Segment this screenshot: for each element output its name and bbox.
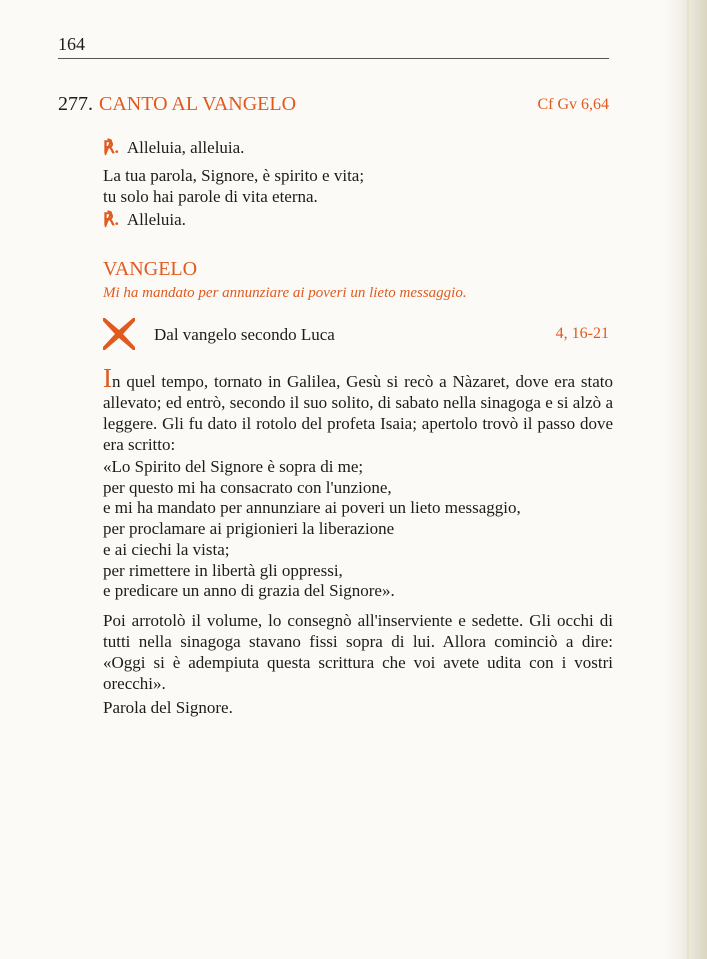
quote-line: e predicare un anno di grazia del Signore». <box>103 581 395 601</box>
response-line-2 <box>103 210 186 230</box>
section-reference: Cf Gv 6,64 <box>537 96 609 113</box>
drop-cap: I <box>103 363 112 393</box>
gospel-subtitle: Mi ha mandato per annunziare ai poveri un lieto messaggio. <box>103 285 467 301</box>
closing-acclamation: Parola del Signore. <box>103 698 233 717</box>
quote-line: per questo mi ha consacrato con l'unzione, <box>103 477 392 497</box>
paragraph-text: n quel tempo, tornato in Galilea, Gesù si recò a Nàzaret, dove era stato allevato; ed entrò, secondo il suo solito, di sabato nella sinagoga e si alzò a leggere. Gli fu dato il rotolo del profeta Isaia; apertolo trovò il passo dove era scritto: <box>103 372 613 454</box>
gospel-paragraph-2 <box>103 610 613 694</box>
gospel-reference: 4, 16-21 <box>555 325 609 342</box>
quote-line: e mi ha mandato per annunziare ai poveri un lieto messaggio, <box>103 498 521 518</box>
response-symbol: ℟. <box>103 138 119 157</box>
page-number: 164 <box>58 34 85 54</box>
quote-line: «Lo Spirito del Signore è sopra di me; <box>103 457 364 476</box>
paragraph-text: Poi arrotolò il volume, lo consegnò all'inserviente e sedette. Gli occhi di tutti nella sinagoga stavano fissi sopra di lui. Allora cominciò a dire: «Oggi si è adempiuta questa scrittura che voi avete udita con i vostri orecchi». <box>103 611 613 693</box>
page-gutter-shadow <box>665 0 707 959</box>
response-text: Alleluia. <box>126 210 186 229</box>
quote-line: per rimettere in libertà gli oppressi, <box>103 560 343 580</box>
section-title: CANTO AL VANGELO <box>99 93 297 115</box>
isaiah-quote <box>103 457 613 602</box>
acclamation-verse <box>103 165 613 207</box>
section-number: 277. <box>58 93 93 115</box>
quote-line: e ai ciechi la vista; <box>103 539 230 559</box>
page-gutter-line <box>687 0 689 959</box>
quote-line: per proclamare ai prigionieri la liberazione <box>103 519 395 539</box>
gospel-title: VANGELO <box>103 258 198 280</box>
gospel-paragraph-1 <box>103 363 613 455</box>
reading-intro: Dal vangelo secondo Luca <box>154 325 335 344</box>
header-rule <box>58 58 609 59</box>
verse-line: La tua parola, Signore, è spirito e vita; <box>103 166 365 185</box>
verse-line: tu solo hai parole di vita eterna. <box>103 187 318 206</box>
response-line-1 <box>103 138 244 158</box>
section-heading <box>58 93 296 116</box>
response-symbol: ℟. <box>103 210 119 229</box>
response-text: Alleluia, alleluia. <box>126 138 245 157</box>
maltese-cross-icon <box>103 318 135 350</box>
